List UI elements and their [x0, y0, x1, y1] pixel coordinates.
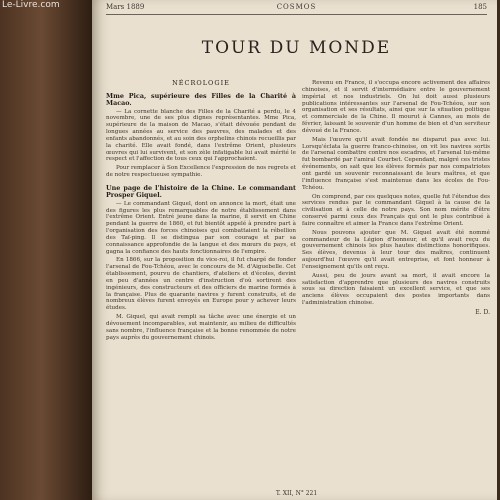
article-heading: Une page de l'histoire de la Chine. Le commandant Prosper Giquel. — [106, 183, 296, 199]
book-spine — [0, 0, 92, 500]
article-paragraph: En 1866, sur la proposition du vice-roi, il fut chargé de fonder l'arsenal de Fou-Tchéou, avec le concours de M. d'Aiguebelle. Cet établissement, pourvu de chantiers, d'ateliers et d'écoles, devint en peu d'années un centre d'instruction d'où sortirent des ingénieurs, des constructeurs et des officiers de marine formés à la française. Plus de quarante navires y furent construits, et de nombreux élèves furent envoyés en Europe pour y achever leurs études. — [106, 257, 296, 312]
article-paragraph: M. Giquel, qui avait rempli sa tâche avec une énergie et un dévouement incomparables, sut maintenir, au milieu de difficultés sans nombre, l'influence française et la bonne renommée de notre pays auprès du gouvernement chinois. — [106, 314, 296, 341]
article-paragraph: Nous pouvons ajouter que M. Giquel avait été nommé commandeur de la Légion d'honneur, et qu'il avait reçu du gouvernement chinois les plus hautes distinctions honorifiques. Ses élèves, devenus à leur tour des maîtres, continuent aujourd'hui l'œuvre qu'il avait entreprise, et font honneur à l'enseignement qu'ils ont reçu. — [302, 229, 490, 270]
obituary-paragraph: Pour remplacer à Son Excellence l'expression de nos regrets et de notre respectueuse sympathie. — [106, 165, 296, 179]
journal-name: COSMOS — [276, 3, 317, 11]
header-rule — [106, 14, 487, 15]
article-paragraph: Revenu en France, il s'occupa encore activement des affaires chinoises, et il servit d'intermédiaire entre le gouvernement impérial et nos industriels. On lui doit aussi plusieurs publications intéressantes sur l'arsenal de Fou-Tchéou, sur son organisation et ses résultats, ainsi que sur la situation politique et commerciale de la Chine. Il mourut à Cannes, au mois de février, laissant le souvenir d'un homme de bien et d'un serviteur dévoué de la France. — [302, 80, 490, 134]
right-column — [302, 80, 490, 317]
signature: E. D. — [475, 309, 490, 316]
article-paragraph: On comprend, par ces quelques notes, quelle fut l'étendue des services rendus par le commandant Giquel à la cause de la civilisation et à celle de notre pays. Son nom mérite d'être conservé parmi ceux des Français qui ont le plus contribué à faire connaître et aimer la France dans l'extrême Orient. — [302, 193, 490, 227]
page-number: 185 — [473, 3, 487, 11]
left-column — [106, 80, 296, 344]
header-date: Mars 1889 — [106, 3, 145, 11]
page-title: TOUR DU MONDE — [201, 38, 392, 58]
article-paragraph: — Le commandant Giquel, dont on annonce la mort, était une des figures les plus remarquables de notre établissement dans l'extrême Orient. Entré jeune dans la marine, il servit en Chine pendant la guerre de 1860, et fut bientôt appelé à prendre part à l'organisation des forces chinoises qui combattaient la rébellion des Taï-ping. Il se distingua par son courage et par sa connaissance approfondie de la langue et des mœurs du pays, et gagna la confiance des hauts fonctionnaires de l'empire. — [106, 200, 296, 255]
section-heading: NÉCROLOGIE — [172, 79, 230, 87]
article-paragraph: Aussi, peu de jours avant sa mort, il avait encore la satisfaction d'apprendre que plusieurs des navires construits sous sa direction faisaient un excellent service, et que ses anciens élèves occupaient des postes importants dans l'administration chinoise. — [302, 272, 490, 307]
book-page — [92, 0, 497, 500]
obituary-paragraph: — La cornette blanche des Filles de la Charité a perdu, le 4 novembre, une de ses plus dignes représentantes. Mme Pica, supérieure de la maison de Macao, s'était dévouée pendant de longues années au service des pauvres, des malades et des enfants abandonnés, et au soin des orphelins chinois recueillis par la charité. Elle avait fondé, dans l'extrême Orient, plusieurs œuvres qui lui survivent, et son zèle infatigable lui avait mérité le respect et l'affection de tous ceux qui l'approchaient. — [106, 108, 296, 163]
page-footer: T. XII, N° 221 — [275, 490, 318, 497]
watermark: Le-Livre.com — [2, 0, 60, 10]
article-paragraph: Mais l'œuvre qu'il avait fondée ne disparut pas avec lui. Lorsqu'éclata la guerre franco-chinoise, on vit les navires sortis de l'arsenal combattre contre nos escadres, et l'arsenal lui-même fut bombardé par l'amiral Courbet. Cependant, malgré ces tristes événements, on sait que les élèves formés par nos compatriotes ont gardé un souvenir reconnaissant de leurs maîtres, et que l'influence française s'est maintenue dans les écoles de Fou-Tchéou. — [302, 136, 490, 191]
obituary-heading: Mme Pica, supérieure des Filles de la Charité à Macao. — [106, 91, 296, 107]
